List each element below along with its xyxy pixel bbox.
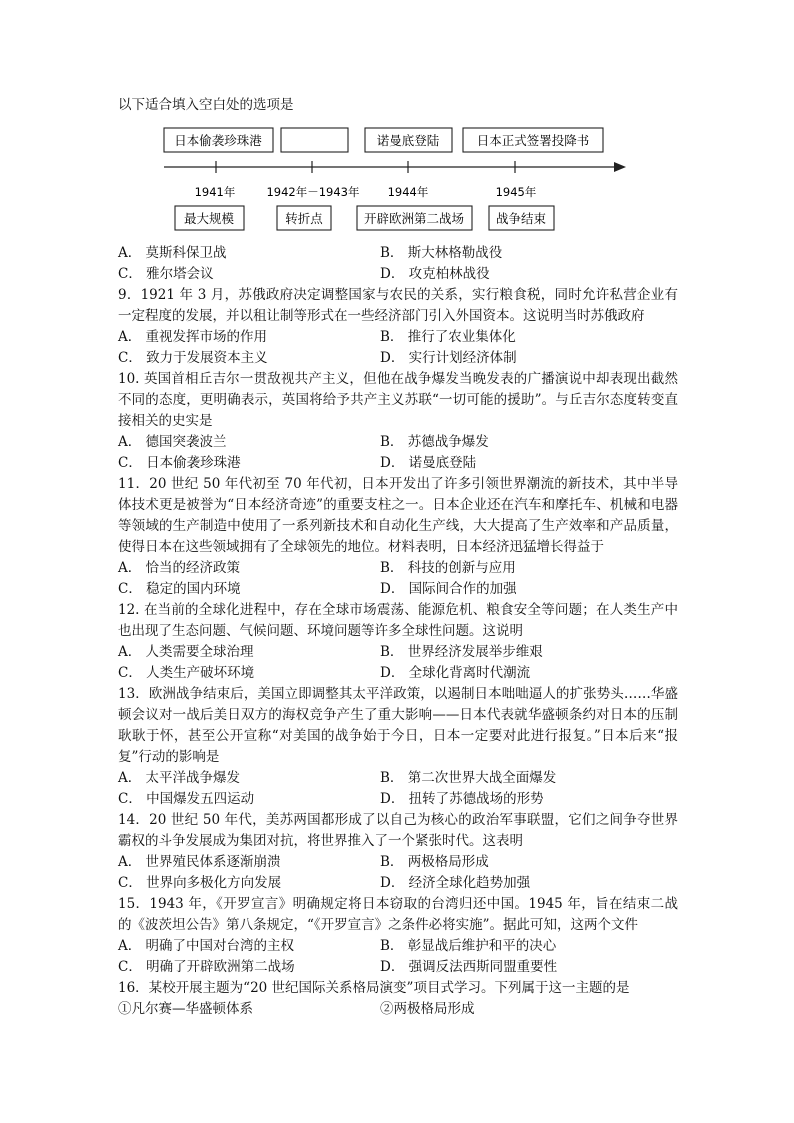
q15-option-d: D． 强调反法西斯同盟重要性 bbox=[380, 959, 558, 975]
q9-option-b: B． 推行了农业集体化 bbox=[380, 329, 516, 345]
q10-option-c: C． 日本偷袭珍珠港 bbox=[118, 455, 241, 471]
q14-option-d: D． 经济全球化趋势加强 bbox=[380, 875, 531, 891]
q16-stem: 16．某校开展主题为“20 世纪国际关系格局演变”项目式学习。下列属于这一主题的是 bbox=[118, 980, 630, 996]
timeline-figure bbox=[0, 0, 794, 240]
q14-stem: 14．20 世纪 50 年代，美苏两国都形成了以自己为核心的政治军事联盟，它们之间争夺世界霸权的斗争发展成为集团对抗，将世界推入了一个紧张时代。这表明 bbox=[118, 812, 678, 849]
q14-option-a: A． 世界殖民体系逐渐崩溃 bbox=[118, 854, 281, 870]
q10-option-d: D． 诺曼底登陆 bbox=[380, 455, 477, 471]
q13-option-c: C． 中国爆发五四运动 bbox=[118, 791, 255, 807]
q10-option-a: A． 德国突袭波兰 bbox=[118, 434, 227, 450]
timeline-label-top-1: 日本偷袭珍珠港 bbox=[174, 133, 262, 148]
q9-option-d: D． 实行计划经济体制 bbox=[380, 350, 517, 366]
q13-stem: 13．欧洲战争结束后，美国立即调整其太平洋政策，以遏制日本咄咄逼人的扩张势头……华盛顿会议对一战后美日双方的海权竞争产生了重大影响——日本代表就华盛顿条约对日本的压制耿耿于怀，甚至公开宣称“对美国的战争始于今日，日本一定要对此进行报复。”日本后来“报复”行动的影响是 bbox=[118, 686, 678, 765]
q11-stem: 11．20 世纪 50 年代初至 70 年代初，日本开发出了许多引领世界潮流的新技术，其中半导体技术更是被誉为“日本经济奇迹”的重要支柱之一。日本企业还在汽车和摩托车、机械和电器等领域的生产制造中使用了一系列新技术和自动化生产线，大大提高了生产效率和产品质量，使得日本在这些领域拥有了全球领先的地位。材料表明，日本经济迅猛增长得益于 bbox=[118, 476, 678, 555]
timeline-year-3: 1944年 bbox=[387, 185, 429, 199]
timeline-label-bottom-1: 最大规模 bbox=[183, 211, 235, 226]
q15-option-c: C． 明确了开辟欧洲第二战场 bbox=[118, 959, 295, 975]
q12-option-d: D． 全球化背离时代潮流 bbox=[380, 665, 531, 681]
q16-item-1: ①凡尔赛—华盛顿体系 bbox=[118, 1001, 253, 1017]
q8-option-a: A． 莫斯科保卫战 bbox=[118, 245, 227, 261]
q11-option-d: D． 国际间合作的加强 bbox=[380, 581, 517, 597]
q12-option-b: B． 世界经济发展举步维艰 bbox=[380, 644, 543, 660]
q11-option-a: A． 恰当的经济政策 bbox=[118, 560, 241, 576]
q9-stem: 9．1921 年 3 月，苏俄政府决定调整国家与农民的关系，实行粮食税，同时允许私营企业有一定程度的发展，并以租让制等形式在一些经济部门引入外国资本。这说明当时苏俄政府 bbox=[118, 287, 678, 324]
q13-option-a: A． 太平洋战争爆发 bbox=[118, 770, 241, 786]
q12-option-a: A． 人类需要全球治理 bbox=[118, 644, 254, 660]
timeline-arrow bbox=[614, 162, 626, 172]
q16-item-2: ②两极格局形成 bbox=[380, 1001, 475, 1017]
q15-stem: 15．1943 年，《开罗宣言》明确规定将日本窃取的台湾归还中国。1945 年，旨在结束二战的《波茨坦公告》第八条规定，“《开罗宣言》之条件必将实施”。据此可知，这两个文件 bbox=[118, 896, 678, 933]
timeline-box-top-blank bbox=[281, 128, 348, 152]
q15-option-b: B． 彰显战后维护和平的决心 bbox=[380, 938, 557, 954]
q11-option-b: B． 科技的创新与应用 bbox=[380, 560, 516, 576]
q8-option-c: C． 雅尔塔会议 bbox=[118, 266, 214, 282]
timeline-label-top-3: 诺曼底登陆 bbox=[376, 133, 440, 148]
timeline-label-bottom-4: 战争结束 bbox=[495, 211, 547, 226]
q14-option-b: B． 两极格局形成 bbox=[380, 854, 489, 870]
timeline-year-2: 1942年－1943年 bbox=[266, 185, 360, 199]
q12-option-c: C． 人类生产破坏环境 bbox=[118, 665, 255, 681]
q11-option-c: C． 稳定的国内环境 bbox=[118, 581, 241, 597]
q9-option-a: A． 重视发挥市场的作用 bbox=[118, 329, 268, 345]
q8-option-d: D． 攻克柏林战役 bbox=[380, 266, 490, 282]
timeline-label-bottom-2: 转折点 bbox=[285, 211, 323, 226]
q10-stem: 10. 英国首相丘吉尔一贯敌视共产主义，但他在战争爆发当晚发表的广播演说中却表现出截然不同的态度，更明确表示，英国将给予共产主义苏联“一切可能的援助”。与丘吉尔态度转变直接相关的史实是 bbox=[118, 371, 678, 429]
q8-option-b: B． 斯大林格勒战役 bbox=[380, 245, 503, 261]
timeline-year-4: 1945年 bbox=[495, 185, 537, 199]
q12-stem: 12. 在当前的全球化进程中，存在全球市场震荡、能源危机、粮食安全等问题；在人类生产中也出现了生态问题、气候问题、环境问题等许多全球性问题。这说明 bbox=[118, 602, 678, 639]
q13-option-b: B． 第二次世界大战全面爆发 bbox=[380, 770, 557, 786]
q14-option-c: C． 世界向多极化方向发展 bbox=[118, 875, 282, 891]
q9-option-c: C． 致力于发展资本主义 bbox=[118, 350, 268, 366]
timeline-label-bottom-3: 开辟欧洲第二战场 bbox=[363, 211, 465, 226]
q10-option-b: B． 苏德战争爆发 bbox=[380, 434, 489, 450]
timeline-label-top-4: 日本正式签署投降书 bbox=[476, 133, 590, 148]
intro-text: 以下适合填入空白处的选项是 bbox=[118, 97, 294, 113]
q13-option-d: D． 扭转了苏德战场的形势 bbox=[380, 791, 544, 807]
q15-option-a: A． 明确了中国对台湾的主权 bbox=[118, 938, 295, 954]
timeline-year-1: 1941年 bbox=[194, 185, 236, 199]
